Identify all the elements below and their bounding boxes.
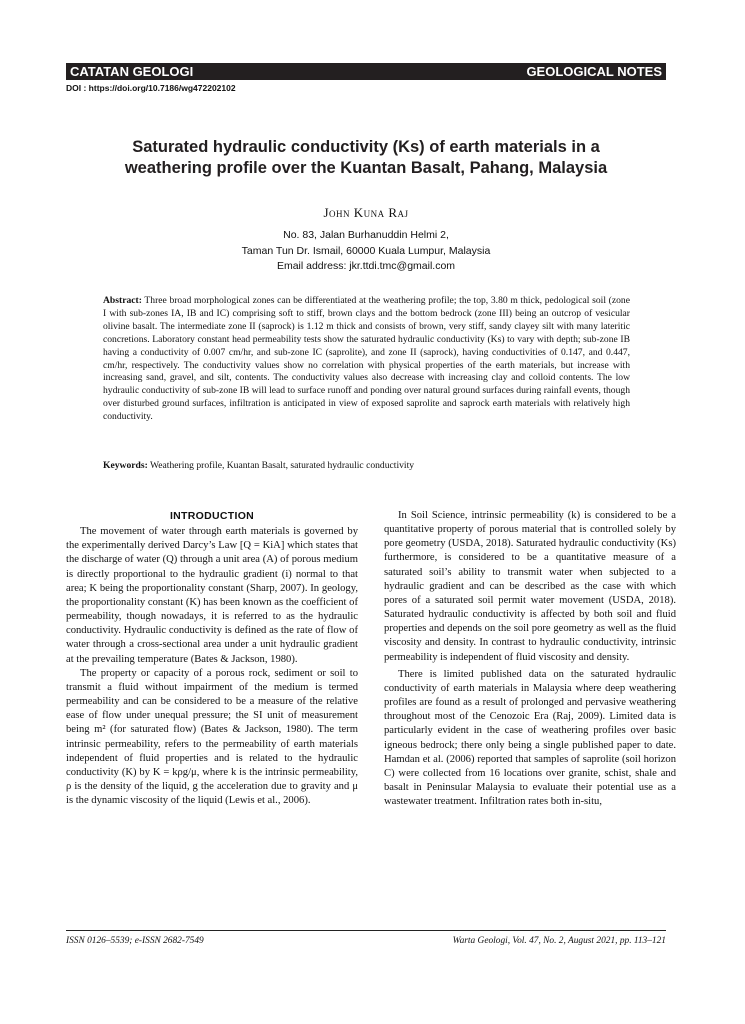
title-line-2: weathering profile over the Kuantan Basalt, Pahang, Malaysia <box>124 159 608 177</box>
body-column-right <box>384 509 676 809</box>
body-column-left <box>66 509 358 808</box>
abstract-label: Abstract: <box>103 295 142 306</box>
keywords-text: Weathering profile, Kuantan Basalt, saturated hydraulic conductivity <box>150 460 415 471</box>
header-right-label: GEOLOGICAL NOTES <box>526 64 662 79</box>
paragraph: There is limited published data on the saturated hydraulic conductivity of earth materials in Malaysia where deep weathering profiles are found as a result of prolonged and pervasive weathering throughout most of the Cenozoic Era (Raj, 2009). Limited data is particularly evident in the case of weathering profiles over basic igneous bedrock; there only being a single published paper to date. Hamdan et al. (2006) reported that samples of saprolite (soil horizon C) were collected from 16 locations over granite, schist, shale and basalt in Peninsular Malaysia to evaluate their potential use as a wastewater treatment. Infiltration rates both in-situ, <box>384 668 676 808</box>
affiliation-line-2: Taman Tun Dr. Ismail, 60000 Kuala Lumpur, Malaysia <box>241 244 491 257</box>
keywords-label: Keywords: <box>103 460 148 471</box>
doi-line[interactable]: DOI : https://doi.org/10.7186/wg472202102 <box>66 83 236 93</box>
title-line-1: Saturated hydraulic conductivity (Ks) of earth materials in a <box>132 138 600 156</box>
footer-citation: Warta Geologi, Vol. 47, No. 2, August 2021, pp. 113–121 <box>452 936 666 946</box>
paragraph: The movement of water through earth materials is governed by the experimentally derived Darcy’s Law [Q = KiA] which states that the discharge of water (Q) through a unit area (A) of porous medium is directly proportional to the hydraulic gradient (i) normal to that area; K being the proportionality constant (Sharp, 2007). In geology, the proportionality constant (K) has been known as the coefficient of permeability, though nowadays, it is referred to as the hydraulic conductivity. Hydraulic conductivity is defined as the rate of flow of water through a cross-sectional area under a unit hydraulic gradient at the prevailing temperature (Bates & Jackson, 1980). <box>66 526 358 665</box>
author-name: John Kuna Raj <box>323 205 409 220</box>
paragraph: In Soil Science, intrinsic permeability (k) is considered to be a quantitative property of porous material that is controlled solely by pore geometry (USDA, 2018). Saturated hydraulic conductivity (Ks) furthermore, is considered to be a quantitative measure of a saturated soil’s ability to transmit water when subjected to a hydraulic gradient and can be described as the case with which pores of a saturated soil permit water movement (USDA, 2018). Saturated hydraulic conductivity is affected by both soil and fluid properties and depends on the soil pore geometry as well as the fluid viscosity and density. In contrast to hydraulic conductivity, intrinsic permeability is independent of fluid viscosity and density. <box>384 510 676 663</box>
paragraph: The property or capacity of a porous rock, sediment or soil to transmit a fluid without impairment of the medium is termed permeability and can be considered to be a measure of the relative ease of flow under unequal pressure; the SI unit of measurement being m² (for saturated flow) (Bates & Jackson, 1980). The term intrinsic permeability, refers to the permeability of earth materials independent of fluid properties and is related to the hydraulic conductivity (K) by K = kρg/μ, where k is the intrinsic permeability, ρ is the density of the liquid, g the acceleration due to gravity and μ is the dynamic viscosity of the liquid (Lewis et al., 2006). <box>66 667 358 807</box>
section-heading-introduction: INTRODUCTION <box>169 510 255 522</box>
author-affiliation <box>66 228 666 275</box>
keywords <box>103 460 630 473</box>
abstract-text: Three broad morphological zones can be differentiated at the weathering profile; the top, 3.80 m thick, pedological soil (zone I with sub-zones IA, IB and IC) comprising soft to stiff, brown clays and the bottom bedrock (zone III) being an outcrop of vesicular olivine basalt. The intermediate zone II (saprock) is 1.12 m thick and consists of brown, very stiff, sandy clayey silt with many lateritic concretions. Laboratory constant head permeability tests show the saturated hydraulic conductivity (Ks) to vary with depth; sub-zone IB having a conductivity of 0.007 cm/hr, and sub-zone IC (saprolite), and zone II (saprock), having conductivities of 0.147, and 0.447, cm/hr, respectively. The conductivity values show no correlation with physical properties of the earth materials, but increase with increasing sand, gravel, and silt, contents. The conductivity values also decrease with increasing clay and colloid contents. The low hydraulic conductivity of sub-zone IB will lead to surface runoff and ponding over natural ground surfaces during rainfall events, though over disturbed ground surfaces, infiltration is anticipated in view of exposed saprolite and saprock earth materials with relatively high conductivity. <box>103 295 630 423</box>
paper-title <box>66 137 666 179</box>
abstract <box>103 295 630 424</box>
journal-header-bar <box>66 63 666 80</box>
affiliation-email[interactable]: Email address: jkr.ttdi.tmc@gmail.com <box>276 260 456 272</box>
footer-divider <box>66 930 666 931</box>
header-left-label: CATATAN GEOLOGI <box>70 64 194 79</box>
footer-issn: ISSN 0126–5539; e-ISSN 2682-7549 <box>66 936 204 946</box>
affiliation-line-1: No. 83, Jalan Burhanuddin Helmi 2, <box>283 229 449 241</box>
